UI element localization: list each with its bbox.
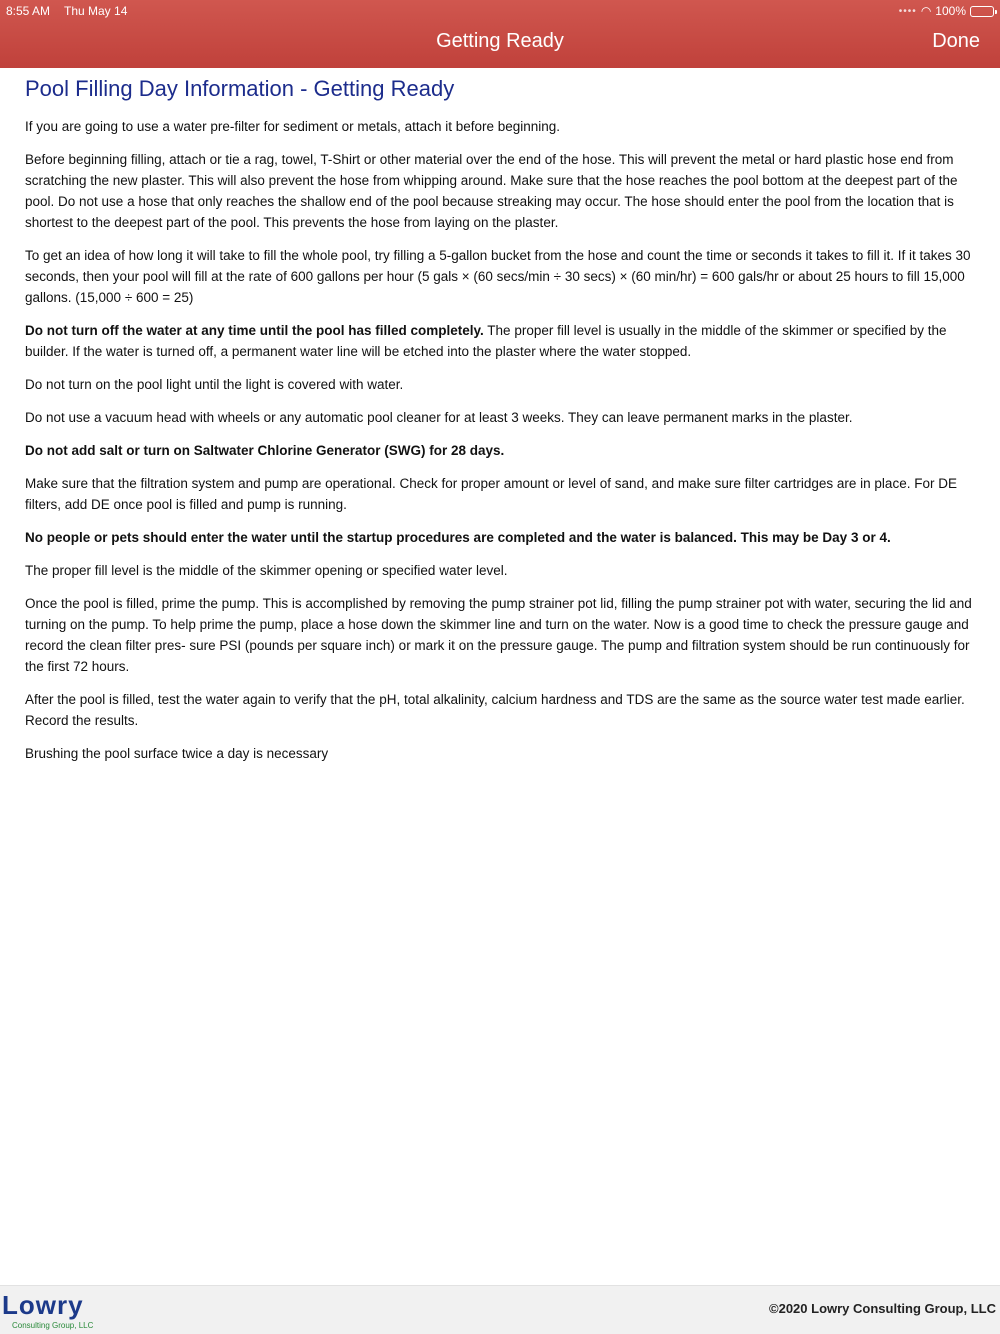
signal-icon: •••• [898,5,917,17]
paragraph-water-off-rest: The proper fill level is usually in the middle of the skimmer or specified by the builder. If the water is turned off, a permanent water line will be etched into the plaster where the water stopped. [25,323,947,359]
wifi-icon: ◠ [920,4,932,18]
paragraph-fill-time: To get an idea of how long it will take to fill the whole pool, try filling a 5-gallon bucket from the hose and count the time or seconds it takes to fill it. If it takes 30 seconds, then your pool will fill at the rate of 600 gallons per hour (5 gals × (60 secs/min ÷ 30 secs) × (60 min/hr) = 600 gals/hr or about 25 hours to fill 15,000 gallons. (15,000 ÷ 600 = 25) [25,248,971,305]
paragraph-salt [25,440,975,461]
nav-title: Getting Ready [436,30,564,52]
logo-wordmark: Lowry [2,1290,84,1320]
paragraph-filtration: Make sure that the filtration system and pump are operational. Check for proper amount or level of sand, and make sure filter cartridges are in place. For DE filters, add DE once pool is filled and pump is running. [25,476,957,512]
paragraph-test-water: After the pool is filled, test the water again to verify that the pH, total alkalinity, calcium hardness and TDS are the same as the source water test made earlier. Record the results. [25,692,965,728]
paragraph-vacuum: Do not use a vacuum head with wheels or any automatic pool cleaner for at least 3 weeks. They can leave permanent marks in the plaster. [25,410,853,425]
paragraph-no-people-bold: No people or pets should enter the water until the startup procedures are completed and the water is balanced. This may be Day 3 or 4. [25,530,891,545]
status-time: 8:55 AM [6,4,51,18]
logo-subtitle: Consulting Group, LLC [12,1321,94,1330]
done-button[interactable]: Done [932,30,980,52]
status-bar [0,2,1000,20]
footer [0,1285,1000,1334]
status-indicators [899,4,994,18]
paragraph-hose: Before beginning filling, attach or tie a rag, towel, T-Shirt or other material over the end of the hose. This will prevent the metal or hard plastic hose end from scratching the new plaster. This will also prevent the hose from whipping around. Make sure that the hose reaches the pool bottom at the deepest part of the pool. Do not use a hose that only reaches the shallow end of the pool because streaking may occur. The hose should enter the pool from the location that is shortest to the deepest part of the pool. This prevents the hose from laying on the plaster. [25,152,958,230]
battery-icon [970,6,994,17]
paragraph-water-off-bold: Do not turn off the water at any time until the pool has filled completely. [25,323,484,338]
status-date: Thu May 14 [64,4,128,18]
paragraph-brushing: Brushing the pool surface twice a day is necessary [25,746,329,761]
paragraph-water-off [25,320,975,362]
paragraph-salt-bold: Do not add salt or turn on Saltwater Chlorine Generator (SWG) for 28 days. [25,443,505,458]
nav-header [0,0,1000,68]
article-content [25,76,975,776]
company-logo [2,1290,122,1332]
paragraph-no-people [25,527,975,548]
page-title: Pool Filling Day Information - Getting Ready [25,76,455,101]
battery-percent: 100% [935,4,966,18]
paragraph-pool-light: Do not turn on the pool light until the light is covered with water. [25,377,404,392]
paragraph-fill-level: The proper fill level is the middle of the skimmer opening or specified water level. [25,563,508,578]
copyright-text: ©2020 Lowry Consulting Group, LLC [769,1301,996,1316]
paragraph-prefilter: If you are going to use a water pre-filter for sediment or metals, attach it before beginning. [25,119,561,134]
paragraph-prime-pump: Once the pool is filled, prime the pump. This is accomplished by removing the pump strainer pot lid, filling the pump strainer pot with water, securing the lid and turning on the pump. To help prime the pump, place a hose down the skimmer line and turn on the water. Now is a good time to check the pressure gauge and record the clean filter pres- sure PSI (pounds per square inch) or mark it on the pressure gauge. The pump and filtration system should be run continuously for the first 72 hours. [25,596,972,674]
